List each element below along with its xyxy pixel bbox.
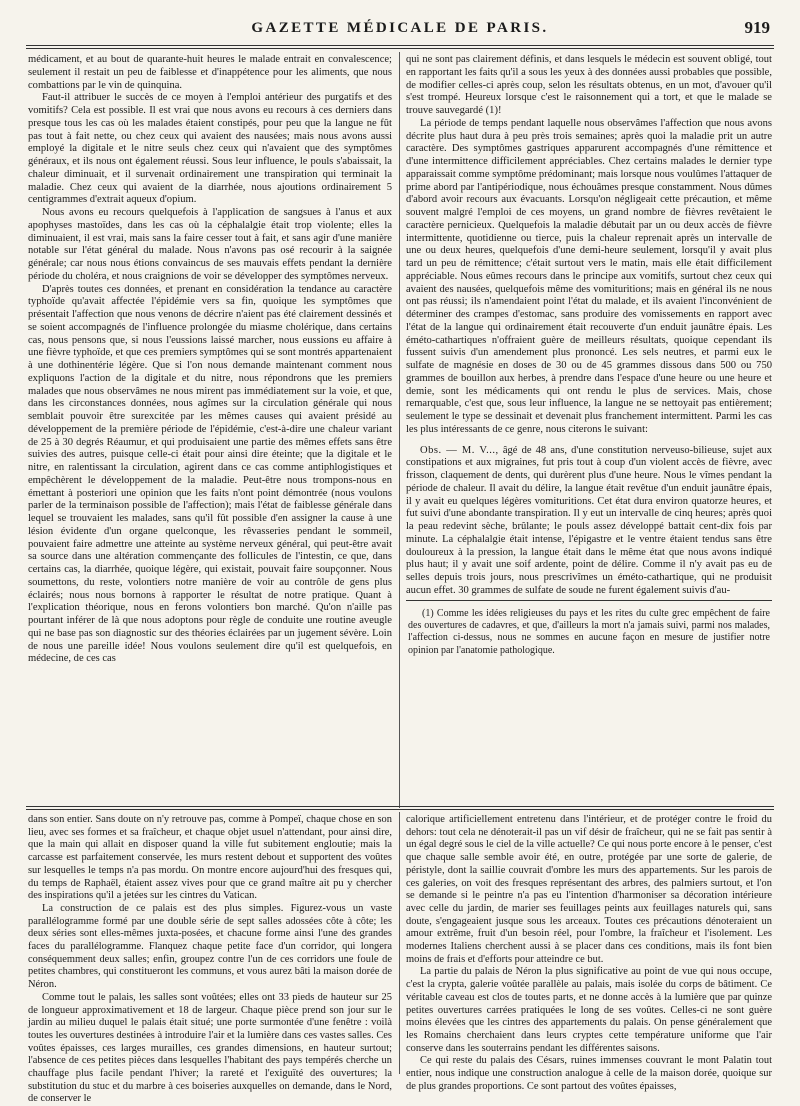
paragraph: La partie du palais de Néron la plus significative au point de vue qui nous occupe, c'est la crypta, galerie voûtée parallèle au palais, mais isolée du corps de bâtiment. Ce véritable caveau est clos de toutes parts, et ne donne accès à la lumière que par quinze petites ouvertures carrées pratiquées le long de ses voûtes. Celles-ci ne sont guère moins élevées que les cintres des appartements du palais. On pense généralement que les Romains cherchaient dans leurs cryptes cette température uniforme que l'air conserve dans les souterrains pendant les différentes saisons. <box>406 966 772 1054</box>
footnote <box>408 608 770 657</box>
paragraph: calorique artificiellement entretenu dans l'intérieur, et de protéger contre le froid du dehors: tout cela ne dénoterait-il pas un vif désir de fraîcheur, qui ne se fait pas sentir à un égal degré sous le ciel de la ville actuelle? Ce qui nous porte encore à le penser, c'est que chaque salle semble avoir été, en outre, protégée par une sorte de galerie, de péristyle, dont la saillie couvrait d'ombre les murs des appartements. Sur les parois de ces galeries, on voit des fresques représentant des arbres, des palmiers surtout, et l'on se demande si le peintre n'a pas eu l'intention d'harmoniser sa décoration intérieure avec celle du jardin, de marier ses feuillages peints aux feuillages naturels qui, sans doute, s'engageaient jusque sous les arceaux. Toutes ces précautions dénoteraient un amour extrême, fruit d'un besoin réel, pour l'ombre, la fraîcheur et l'isolement. Les modernes Italiens cherchent aussi à se placer dans ces conditions, mais ils font bien moins de frais et d'efforts pour atteindre ce but. <box>406 814 772 965</box>
paragraph: dans son entier. Sans doute on n'y retrouve pas, comme à Pompeï, chaque chose en son lieu, avec ses formes et sa fraîcheur, et chaque objet usuel n'attendant, pour ainsi dire, que la main qui allait en disposer quand la ville fut subitement engloutie; mais la carcasse est parfaitement conservée, les murs restent debout et supportent des voûtes sur lesquelles le temps n'a pas mordu. On montre encore aujourd'hui des fresques qui, du temps de Raphaël, étaient assez vives pour que ce grand maître ait pu y chercher des inspirations qu'il a jetées sur les cintres du Vatican. <box>28 814 392 902</box>
page-number: 919 <box>744 18 770 37</box>
paragraph: Faut-il attribuer le succès de ce moyen à l'emploi antérieur des purgatifs et des vomitifs? Cela est possible. Il est vrai que nous avons eu recours à ces derniers dans presque tous les cas où les malades étaient constipés, pour peu que la langue ne fût pas tout à fait nette, ou chez ceux qui avaient des nausées; mais nous avons aussi employé la digitale et le nitre seuls chez ceux qui n'avaient que des symptômes généraux, et ils nous ont également réussi. Sous leur influence, le pouls s'abaissait, la chaleur diminuait, et il survenait ordinairement une transpiration qui terminait la maladie. Chez ceux qui avaient de la diarrhée, nous ajoutions ordinairement 5 centigrammes d'extrait aqueux d'opium. <box>28 92 392 206</box>
upper-right-column <box>406 54 772 598</box>
paragraph: Nous avons eu recours quelquefois à l'application de sangsues à l'anus et aux apophyses mastoïdes, dans les cas où la céphalalgie était trop violente; elles la diminuaient, il est vrai, mais sans la faire cesser tout à fait, et sans agir d'une manière notable sur l'état général du malade. Nous n'avons pas osé recourir à la saignée générale; car nous nous étions convaincus de ses mauvais effets pendant la dernière période du choléra, et nous craignions de voir se développer des symptômes nerveux. <box>28 207 392 282</box>
paragraph: La période de temps pendant laquelle nous observâmes l'affection que nous avons décrite plus haut dura à peu près trois semaines; après quoi la maladie prit un autre caractère. Des symptômes gastriques apparurent accompagnés d'une rémittence et d'une intermittence difficilement appréciables. Chez certains malades le dernier type apparaissait comme symptôme prédominant; mais lorsque nous voulûmes l'attaquer de prime abord par l'antipériodique, nous échouâmes presque constamment. Nous dûmes d'abord avoir recours aux évacuants. Lorsqu'on négligeait cette précaution, et même souvent malgré l'emploi de ces moyens, un grand nombre de fièvres revêtaient le caractère pernicieux. Quelquefois la maladie débutait par un ou deux accès de fièvre intermittente, quotidienne ou tierce, puis la chaleur reprenait après un intervalle de une ou deux heures, quelquefois d'une demi-heure seulement, lorsqu'il y avait plus tard un peu de rémittence; c'était surtout vers le matin, mais elle était difficilement appréciable. Nous eûmes recours dans le principe aux vomitifs, surtout chez ceux qui avaient des nausées, quelquefois même des vomituritions; mais en général ils ne nous ont pas réussi; ils n'amendaient point l'état du malade, et ils avaient l'inconvénient de déterminer des crampes d'estomac, sans produire des vomissements en rapport avec l'état de la langue qui ordinairement était recouverte d'un enduit jaunâtre épais. Les éméto-cathartiques n'offraient guère de meilleurs résultats, quoique cependant ils fussent suivis d'un amendement plus prononcé. Les sels neutres, et parmi eux le sulfate de magnésie en doses de 30 ou de 45 grammes dissous dans 500 ou 750 grammes de bouillon aux herbes, à prendre dans l'espace d'une heure ou une heure et demie, sont les médicaments qui ont rendu le plus de services. Mais, chose remarquable, c'est que, sous leur influence, la langue ne se nettoyait pas entièrement; seulement le type se dessinait et devenait plus franchement intermittent. Parmi les cas les plus intéressants de ce genre, nous citerons le suivant: <box>406 117 772 435</box>
header-rule <box>26 45 774 46</box>
paragraph: qui ne sont pas clairement définis, et dans lesquels le médecin est souvent obligé, tout en rapportant les faits qu'il a sous les yeux à des données aussi probables que possible, de modifier celles-ci après coup, selon les résultats obtenus, en un mot, d'avouer qu'il s'est trompé. Heureux lorsque c'est le raisonnement qui a tort, et que le malade se trouve sauvegardé (1)! <box>406 54 772 116</box>
observation-label: Obs. — M. V..., <box>420 444 499 456</box>
paragraph: Comme tout le palais, les salles sont voûtées; elles ont 33 pieds de hauteur sur 25 de longueur approximativement et 18 de largeur. Chaque pièce prend son jour sur le jardin au milieu duquel le palais était situé; une porte surmontée d'une fenêtre : voilà toutes les ouvertures destinées à introduire l'air et la lumière dans ces vastes salles. Ces voûtes épaisses, ces larges murailles, ces grandes dimensions, en hauteur surtout; l'absence de ces petites pièces dans lesquelles l'habitant des pays tempérés cherche un chauffage plus facile pendant l'hiver; la rareté et l'exiguïté des ouvertures; la substitution du stuc et du marbre à ces boiseries auxquelles on demande, dans le Nord, de conserver le <box>28 991 392 1105</box>
observation-paragraph <box>406 445 772 598</box>
feuilleton-rule <box>26 806 774 807</box>
paragraph: La construction de ce palais est des plus simples. Figurez-vous un vaste parallélogramme formé par une double série de sept salles adossées côte à côte; les deux séries sont elles-mêmes juxta-posées, et chacune forme ainsi l'une des grandes faces du parallélogramme. Flanquez chaque petite face d'un corridor, qui longera conséquemment deux salles; enfin, groupez contre l'un de ces corridors une foule de petites chambres, qui constitueront les communs, et vous aurez bâti la maison dorée de Néron. <box>28 902 392 991</box>
header-rule-double <box>26 48 774 49</box>
paragraph: médicament, et au bout de quarante-huit heures le malade entrait en convalescence; seulement il restait un peu de faiblesse et d'inappétence pour les aliments, que nous combattions par le vin de quinquina. <box>28 54 392 91</box>
column-separator-lower <box>399 812 400 1074</box>
lower-right-column <box>406 814 772 1093</box>
feuilleton-rule-double <box>26 809 774 810</box>
column-separator <box>399 52 400 808</box>
observation-text: âgé de 48 ans, d'une constitution nerveuso-bilieuse, sujet aux constipations et aux migraines, fut pris tout à coup d'un violent accès de fièvre, avec frisson, claquement de dents, qui durèrent plus d'une heure. Nous le vîmes pendant la période de chaleur. Il avait du délire, la langue était revêtue d'un enduit jaunâtre épais, il y avait eu quelques légères vomituritions. Cet état dura environ quatorze heures, et fut suivi d'une abondante transpiration. Il y eut un intervalle de cinq heures; après quoi la peau redevint sèche, brûlante; le pouls assez développé battait cent-dix fois par minute. La céphalalgie était intense, l'épigastre et le ventre étaient tendus sans être douloureux à la pression, la langue était dans le même état que nous avons indiqué plus haut; il y avait une soif ardente, point de délire. Comme il n'y avait pas eu de selles depuis trois jours, nous prescrivîmes un éméto-cathartique, qui ne produisit aucun effet. 30 grammes de sulfate de soude ne furent également suivis d'au- <box>406 444 773 596</box>
paragraph: Ce qui reste du palais des Césars, ruines immenses couvrant le mont Palatin tout entier, nous indique une construction analogue à celle de la maison dorée, quoique sur de plus grandes proportions. Ce sont partout des voûtes épaisses, <box>406 1055 772 1092</box>
footnote-text: (1) Comme les idées religieuses du pays et les rites du culte grec empêchent de faire des ouvertures de cadavres, et que, d'ailleurs la mort n'a jamais suivi, parmi nos malades, l'affection ci-dessus, nous ne sommes en aucune façon en mesure de justifier notre opinion par l'anatomie pathologique. <box>408 608 770 656</box>
upper-left-column <box>28 54 392 666</box>
footnote-rule <box>406 600 772 601</box>
page-header <box>26 14 774 44</box>
page-title: GAZETTE MÉDICALE DE PARIS. <box>251 20 549 36</box>
lower-left-column <box>28 814 392 1106</box>
paragraph: D'après toutes ces données, et prenant en considération la tendance au caractère typhoïde qu'avait affectée l'épidémie vers sa fin, quoique les symptômes que présentait l'affection que nous venons de décrire n'aient pas été clairement dessinés et se soient accompagnés de l'influence prolongée du miasme cholérique, dans certains cas, nous pensons que, si nous l'eussions laissé marcher, nous eussions eu affaire à une fièvre typhoïde, et que ces premiers symptômes qui se sont montrés appartenaient à une dothinentérie légère. Que si l'on nous demande maintenant comment nous expliquons l'action de la digitale et du nitre, nous répondrons que les premiers malades que nous observâmes ne nous mirent pas immédiatement sur la voie, et que, dans les circonstances données, nous agîmes sur la circulation générale qui nous semblait pouvoir être surexcitée par les mêmes causes qui avaient présidé au développement de la première période de l'épidémie, c'est-à-dire une chaleur variant de 25 à 30 degrés Réaumur, et qui produisaient une partie des mêmes effets sans être suivies des autres, puisque celle-ci était pour ainsi dire éteinte; que la digitale et le nitre, en ralentissant la circulation, agirent dans ce cas comme antiphlogistiques et empêchèrent le développement de la maladie. Peut-être nous trompons-nous en émettant à posteriori une opinion que les faits n'ont point démontrée (nous voulons parler de la terminaison possible de l'affection); mais l'état de faiblesse générale dans lequel se trouvaient les malades, sans qu'il fût possible d'en assigner la cause à une lésion évidente d'un organe quelconque, les rêvasseries pendant le sommeil, pouvaient faire admettre une atteinte au système nerveux général, qui peut-être avait sa source dans une altération commençante des follicules de l'intestin, ce que, dans certains cas, la diarrhée, quoique légère, qui existait, pouvait faire soupçonner. Nous soumettons, du reste, volontiers notre manière de voir au contrôle de gens plus éclairés; nous nous bornons à rapporter le résultat de notre pratique. Quant à l'explication théorique, nous en ferons volontiers bon marché. Qu'on n'aille pas pourtant inférer de là que nous adoptons pour règle de conduite une routine aveugle qui ne base pas son diagnostic sur des théories éclairées par un jugement sévère. Loin de nous une pareille idée! Nous voulons seulement dire qu'il est quelquefois, en médecine, de ces cas <box>28 283 392 665</box>
